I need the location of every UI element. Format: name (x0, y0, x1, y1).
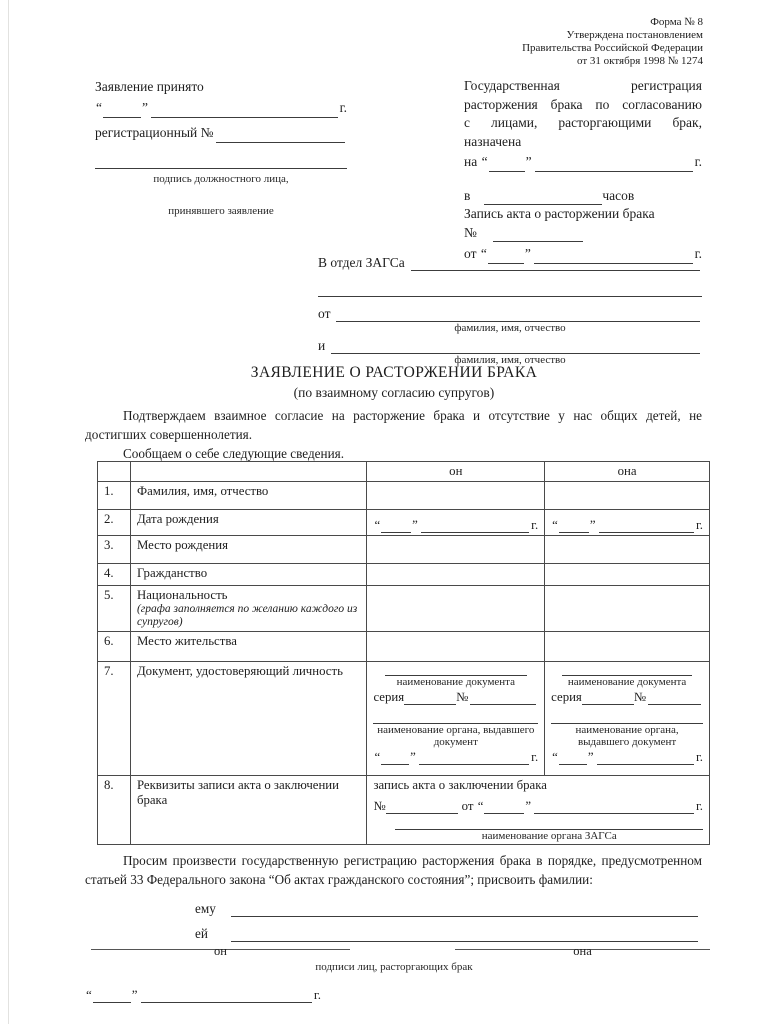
number-sign: № (633, 690, 647, 704)
month-year-blank (421, 519, 529, 533)
header-empty-label (130, 462, 366, 482)
record-number-blank (386, 800, 458, 814)
organ-caption: наименование органа, выдавшего документ (377, 724, 535, 748)
she-full-name-cell (545, 482, 710, 510)
hours-label: часов (602, 187, 635, 203)
intro-paragraphs (85, 406, 702, 463)
row-label-identity-document: Документ, удостоверяющий личность (130, 662, 366, 776)
he-nationality-cell (367, 586, 545, 632)
wife-name-blank (331, 340, 700, 354)
she-birth-date-cell (545, 510, 710, 536)
time-line (464, 187, 702, 206)
row-number: 8. (98, 776, 131, 845)
he-birth-place-cell (367, 536, 545, 564)
form-number: Форма № 8 (650, 16, 703, 28)
year-suffix: г. (695, 518, 703, 532)
close-quote: ” (525, 799, 532, 813)
husband-signature-line (91, 944, 350, 958)
close-quote: ” (410, 750, 416, 764)
year-suffix: г. (694, 154, 702, 169)
row-label-marriage-record: Реквизиты записи акта о заключении брака (130, 776, 366, 845)
registration-number-label: регистрационный № (95, 125, 214, 140)
close-quote: ” (587, 750, 594, 764)
request-paragraph-block (85, 851, 702, 889)
column-header-he: он (367, 462, 545, 482)
year-suffix: г. (313, 987, 321, 1002)
husband-signature-label: он (214, 944, 227, 958)
close-quote: ” (525, 154, 532, 169)
close-quote: ” (412, 518, 418, 532)
and-label: и (318, 338, 326, 353)
month-year-blank (141, 989, 312, 1003)
number-sign: № (456, 690, 469, 704)
series-number-line (551, 690, 703, 705)
close-quote: ” (589, 518, 596, 532)
divorce-record-title: Запись акта о расторжении брака (464, 206, 655, 221)
month-year-blank (597, 751, 694, 765)
table-row (98, 564, 710, 586)
close-quote: ” (131, 987, 138, 1002)
at-label: в (464, 187, 471, 203)
number-blank (648, 691, 701, 705)
row-label-birth-place: Место рождения (130, 536, 366, 564)
year-suffix: г. (694, 246, 702, 261)
registration-line1: Государственная регистрация (464, 78, 702, 93)
spouses-details-table (97, 461, 710, 845)
month-year-blank (535, 158, 693, 172)
close-quote: ” (524, 246, 531, 261)
he-birth-date-cell (367, 510, 545, 536)
month-year-blank (151, 104, 338, 118)
row-number: 3. (98, 536, 131, 564)
on-label: на (464, 154, 478, 169)
row-number: 6. (98, 632, 131, 662)
form-reference-block (383, 16, 703, 68)
marriage-record-label: запись акта о заключении брака (373, 778, 547, 792)
registration-line4: назначена (464, 133, 522, 149)
close-quote: ” (142, 100, 148, 115)
year-suffix: г. (531, 750, 539, 764)
row-label-residence: Место жительства (130, 632, 366, 662)
table-row (98, 662, 710, 776)
row-number: 5. (98, 586, 131, 632)
he-citizenship-cell (367, 564, 545, 586)
table-row (98, 510, 710, 536)
zags-office-label: В отдел ЗАГСа (318, 255, 405, 270)
she-nationality-cell (545, 586, 710, 632)
him-surname-blank (231, 903, 698, 917)
number-sign: № (464, 224, 477, 240)
official-signature-caption2: принявшего заявление (168, 205, 274, 217)
he-residence-cell (367, 632, 545, 662)
from-label: от (318, 306, 331, 321)
column-header-she: она (545, 462, 710, 482)
her-surname-blank (231, 928, 698, 942)
zags-office-line (318, 255, 702, 271)
row-label-birth-date: Дата рождения (130, 510, 366, 536)
day-blank (381, 519, 411, 533)
document-name-caption: наименование документа (567, 676, 687, 688)
table-row (98, 632, 710, 662)
him-surname-line (195, 901, 700, 917)
open-quote: “ (96, 100, 102, 115)
registration-number-line (95, 122, 347, 143)
table-row (98, 776, 710, 845)
row-number: 7. (98, 662, 131, 776)
document-title-block (85, 364, 703, 401)
husband-name-blank (336, 308, 700, 322)
application-accepted-block (95, 76, 347, 222)
series-number-line (373, 690, 538, 705)
official-signature-caption: подпись должностного лица, (153, 173, 289, 185)
zags-organ-block (395, 828, 703, 842)
from-label: от (464, 246, 477, 261)
wife-name-line (318, 338, 702, 354)
accepted-date-line (95, 97, 347, 118)
wife-name-caption: фамилия, имя, отчество (454, 354, 566, 366)
organ-caption: наименование органа, выдавшего документ (575, 724, 679, 748)
zags-office-blank (411, 257, 700, 271)
her-surname-line (195, 926, 700, 942)
husband-name-line (318, 306, 702, 322)
application-date-line (85, 987, 321, 1003)
document-title: ЗАЯВЛЕНИЕ О РАСТОРЖЕНИИ БРАКА (250, 364, 538, 381)
row-number: 4. (98, 564, 131, 586)
government-line: Правительства Российской Федерации (522, 42, 703, 54)
series-blank (404, 691, 456, 705)
he-identity-document-cell (367, 662, 545, 776)
day-blank (381, 751, 409, 765)
open-quote: “ (480, 246, 487, 261)
marriage-record-number-line (373, 799, 703, 814)
record-number-blank (493, 228, 583, 242)
scan-edge-line (8, 0, 9, 1024)
document-name-caption: наименование документа (396, 676, 516, 688)
table-header-row (98, 462, 710, 482)
him-label: ему (195, 901, 216, 916)
day-blank (559, 519, 589, 533)
header-empty-num (98, 462, 131, 482)
year-suffix: г. (531, 518, 539, 532)
month-year-blank (534, 800, 694, 814)
table-row (98, 482, 710, 510)
accepted-title: Заявление принято (95, 79, 204, 94)
year-suffix: г. (695, 750, 703, 764)
day-blank (103, 104, 141, 118)
zags-organ-caption: наименование органа ЗАГСа (481, 830, 617, 842)
row-label-citizenship: Гражданство (130, 564, 366, 586)
open-quote: “ (552, 518, 558, 532)
hours-blank (484, 191, 602, 205)
her-label: ей (195, 926, 208, 941)
state-registration-block (464, 77, 702, 264)
record-number-line (464, 224, 702, 243)
series-label: серия (373, 690, 405, 704)
she-residence-cell (545, 632, 710, 662)
open-quote: “ (86, 987, 92, 1002)
she-identity-document-cell (545, 662, 710, 776)
row-label-full-name: Фамилия, имя, отчество (130, 482, 366, 510)
table-row (98, 536, 710, 564)
husband-name-caption: фамилия, имя, отчество (454, 322, 566, 334)
approved-by-line: Утверждена постановлением (566, 29, 703, 41)
signatures-caption: подписи лиц, расторгающих брак (315, 961, 473, 973)
zags-office-blank2 (318, 295, 702, 297)
table-row (98, 586, 710, 632)
day-blank (489, 158, 525, 172)
registration-line3: с лицами, расторгающими брак, (464, 115, 702, 130)
marriage-record-cell (367, 776, 710, 845)
year-suffix: г. (695, 799, 703, 813)
nationality-label: Национальность (136, 588, 228, 602)
information-paragraph: Сообщаем о себе следующие сведения. (123, 446, 344, 461)
open-quote: “ (374, 750, 381, 764)
row-number: 1. (98, 482, 131, 510)
issue-date-line (373, 750, 538, 765)
mutual-consent-paragraph: Подтверждаем взаимное согласие на расторжение брака и отсутствие у нас общих детей, не достигших совершеннолетия. (85, 408, 702, 442)
request-paragraph: Просим произвести государственную регистрацию расторжения брака в порядке, предусмотренном статьей 33 Федерального закона “Об актах гражданского состояния”; присвоить фамилии: (85, 853, 702, 887)
series-label: серия (551, 690, 582, 704)
year-suffix: г. (339, 100, 347, 115)
open-quote: “ (552, 750, 558, 764)
month-year-blank (599, 519, 694, 533)
nationality-note: (графа заполняется по желанию каждого из супругов) (136, 603, 358, 628)
zags-addressee-block (318, 255, 702, 366)
decree-date-line: от 31 октября 1998 № 1274 (577, 55, 703, 67)
row-number: 2. (98, 510, 131, 536)
wife-signature-label: она (573, 944, 592, 958)
open-quote: “ (481, 154, 488, 169)
day-blank (93, 989, 131, 1003)
she-birth-place-cell (545, 536, 710, 564)
registration-line2: расторжения брака по согласованию (464, 96, 702, 112)
scheduled-date-line (464, 153, 702, 172)
open-quote: “ (477, 799, 484, 813)
from-label: от (461, 799, 474, 813)
day-blank (484, 800, 524, 814)
document-subtitle: (по взаимному согласию супругов) (293, 385, 495, 400)
she-citizenship-cell (545, 564, 710, 586)
number-sign: № (373, 799, 386, 813)
month-year-blank (419, 751, 529, 765)
issue-date-line (551, 750, 703, 765)
open-quote: “ (374, 518, 381, 532)
day-blank (559, 751, 587, 765)
row-label-nationality (130, 586, 366, 632)
number-blank (470, 691, 536, 705)
he-full-name-cell (367, 482, 545, 510)
series-blank (582, 691, 634, 705)
wife-signature-line (455, 944, 710, 958)
registration-number-blank (216, 129, 345, 143)
